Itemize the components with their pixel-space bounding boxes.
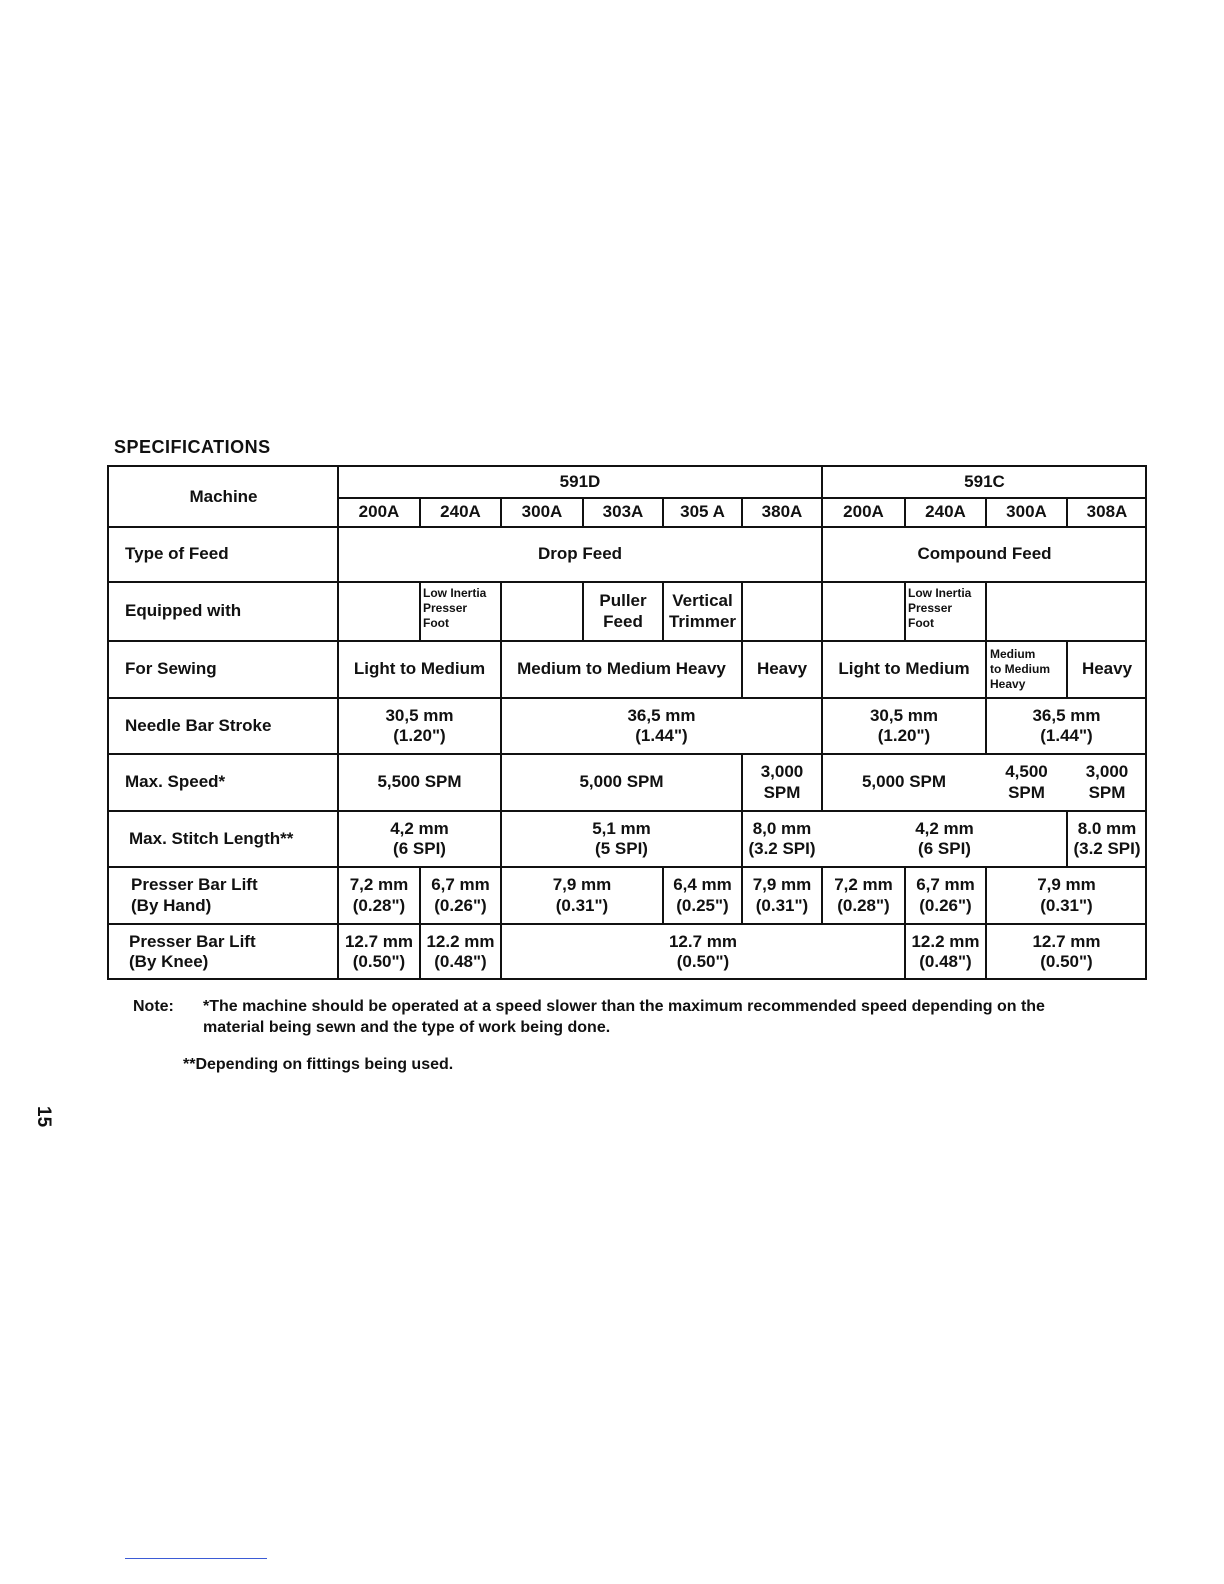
- grid-line: [500, 867, 502, 924]
- specifications-table: [107, 465, 1147, 980]
- row-label-max-speed: Max. Speed*: [125, 772, 226, 792]
- grid-line: [500, 641, 502, 698]
- footer-rule: [125, 1558, 267, 1559]
- page-number: 15: [33, 1106, 54, 1128]
- grid-line: [1066, 498, 1068, 527]
- low-inertia-presser-foot: Low Inertia Presser Foot: [908, 586, 972, 630]
- grid-line: [419, 498, 421, 527]
- grid-line: [500, 924, 502, 980]
- compound-feed: Compound Feed: [917, 544, 1052, 564]
- grid-line: [904, 582, 906, 641]
- stroke-cell: 30,5 mm (1.20"): [385, 705, 454, 745]
- row-label-for-sewing: For Sewing: [125, 659, 217, 679]
- puller-feed: Puller Feed: [599, 591, 647, 631]
- stroke-cell: 36,5 mm (1.44"): [1032, 705, 1101, 745]
- row-label-equipped-with: Equipped with: [125, 601, 242, 621]
- grid-line: [109, 581, 1147, 583]
- model-header: 200A: [358, 502, 400, 522]
- stitch-cell: 8.0 mm (3.2 SPI): [1073, 818, 1141, 858]
- group-591d: 591D: [559, 472, 601, 492]
- grid-line: [985, 698, 987, 754]
- grid-line: [1066, 641, 1068, 698]
- sewing-cell: Light to Medium: [838, 659, 970, 679]
- row-label-type-of-feed: Type of Feed: [125, 544, 229, 564]
- grid-line: [109, 866, 1147, 868]
- stitch-cell: 8,0 mm (3.2 SPI): [748, 818, 816, 858]
- model-header: 240A: [440, 502, 481, 522]
- drop-feed: Drop Feed: [537, 544, 623, 564]
- grid-line: [904, 498, 906, 527]
- grid-line: [109, 640, 1147, 642]
- grid-line: [109, 753, 1147, 755]
- speed-cell: 5,000 SPM: [861, 772, 947, 792]
- grid-line: [985, 641, 987, 698]
- grid-line: [109, 923, 1147, 925]
- hand-lift-cell: 6,7 mm (0.26"): [431, 875, 490, 915]
- model-header: 200A: [843, 502, 884, 522]
- row-label-presser-bar-hand: Presser Bar Lift (By Hand): [131, 875, 258, 915]
- row-label-max-stitch-length: Max. Stitch Length**: [129, 828, 294, 848]
- note-text-speed: *The machine should be operated at a speed slower than the maximum recommended speed depending on the material being sewn and the type of work being done.: [203, 998, 1045, 1036]
- sewing-cell: Heavy: [1081, 659, 1133, 679]
- model-header: 300A: [1006, 502, 1047, 522]
- hand-lift-cell: 7,9 mm (0.31"): [1037, 875, 1096, 915]
- sewing-cell: Light to Medium: [353, 659, 486, 679]
- hand-lift-cell: 6,7 mm (0.26"): [916, 875, 975, 915]
- hand-lift-cell: 6,4 mm (0.25"): [673, 875, 732, 915]
- grid-line: [419, 867, 421, 924]
- speed-cell: 3,000 SPM: [1085, 762, 1129, 802]
- grid-line: [1066, 811, 1068, 867]
- grid-line: [904, 867, 906, 924]
- model-header: 240A: [925, 502, 966, 522]
- stitch-cell: 5,1 mm (5 SPI): [592, 818, 651, 858]
- hand-lift-cell: 7,2 mm (0.28"): [349, 875, 409, 915]
- grid-line: [500, 498, 502, 527]
- hand-lift-cell: 7,9 mm (0.31"): [552, 875, 612, 915]
- model-header: 380A: [761, 502, 803, 522]
- grid-line: [821, 641, 823, 811]
- grid-line: [741, 811, 743, 867]
- speed-cell: 3,000 SPM: [760, 762, 804, 802]
- sewing-cell: Medium to Medium Heavy: [990, 647, 1050, 691]
- speed-cell: 5,500 SPM: [377, 772, 462, 792]
- grid-line: [741, 754, 743, 811]
- sewing-cell: Medium to Medium Heavy: [517, 659, 726, 679]
- grid-line: [419, 582, 421, 641]
- group-591c: 591C: [964, 472, 1005, 492]
- stroke-cell: 30,5 mm (1.20"): [869, 705, 939, 745]
- grid-line: [109, 697, 1147, 699]
- grid-line: [821, 867, 823, 924]
- note-text-fittings: **Depending on fittings being used.: [183, 1056, 454, 1073]
- knee-lift-cell: 12.7 mm (0.50"): [668, 931, 738, 971]
- grid-line: [985, 582, 987, 641]
- grid-line: [904, 924, 906, 980]
- grid-line: [985, 867, 987, 924]
- knee-lift-cell: 12.7 mm (0.50"): [344, 931, 414, 971]
- grid-line: [662, 582, 664, 641]
- grid-line: [109, 526, 1147, 528]
- grid-line: [741, 641, 743, 698]
- model-header: 303A: [602, 502, 644, 522]
- grid-line: [662, 498, 664, 527]
- grid-line: [741, 498, 743, 527]
- grid-line: [500, 811, 502, 867]
- grid-line: [500, 754, 502, 811]
- hand-lift-cell: 7,9 mm (0.31"): [752, 875, 812, 915]
- sewing-cell: Heavy: [756, 659, 808, 679]
- knee-lift-cell: 12.7 mm (0.50"): [1032, 931, 1101, 971]
- model-header: 308A: [1086, 502, 1128, 522]
- grid-line: [582, 498, 584, 527]
- stroke-cell: 36,5 mm (1.44"): [627, 705, 696, 745]
- grid-line: [337, 467, 339, 980]
- stitch-cell: 4,2 mm (6 SPI): [915, 818, 974, 858]
- grid-line: [419, 924, 421, 980]
- grid-line: [821, 467, 823, 641]
- grid-line: [582, 582, 584, 641]
- vertical-trimmer: Vertical Trimmer: [668, 591, 737, 631]
- grid-line: [109, 810, 1147, 812]
- grid-line: [985, 498, 987, 527]
- low-inertia-presser-foot: Low Inertia Presser Foot: [423, 586, 487, 630]
- grid-line: [985, 924, 987, 980]
- grid-line: [741, 867, 743, 924]
- machine-label: Machine: [189, 486, 258, 506]
- note-tag: Note:: [133, 998, 174, 1015]
- grid-line: [500, 698, 502, 754]
- model-header: 300A: [521, 502, 563, 522]
- grid-line: [662, 867, 664, 924]
- knee-lift-cell: 12.2 mm (0.48"): [426, 931, 495, 971]
- row-label-needle-bar-stroke: Needle Bar Stroke: [125, 715, 272, 735]
- knee-lift-cell: 12.2 mm (0.48"): [911, 931, 980, 971]
- model-header: 305 A: [680, 502, 725, 522]
- page-heading: SPECIFICATIONS: [114, 437, 271, 457]
- speed-cell: 4,500 SPM: [1005, 762, 1048, 802]
- grid-line: [500, 582, 502, 641]
- row-label-presser-bar-knee: Presser Bar Lift (By Knee): [129, 931, 256, 971]
- stitch-cell: 4,2 mm (6 SPI): [390, 818, 449, 858]
- speed-cell: 5,000 SPM: [579, 772, 664, 792]
- hand-lift-cell: 7,2 mm (0.28"): [834, 875, 893, 915]
- grid-line: [741, 582, 743, 641]
